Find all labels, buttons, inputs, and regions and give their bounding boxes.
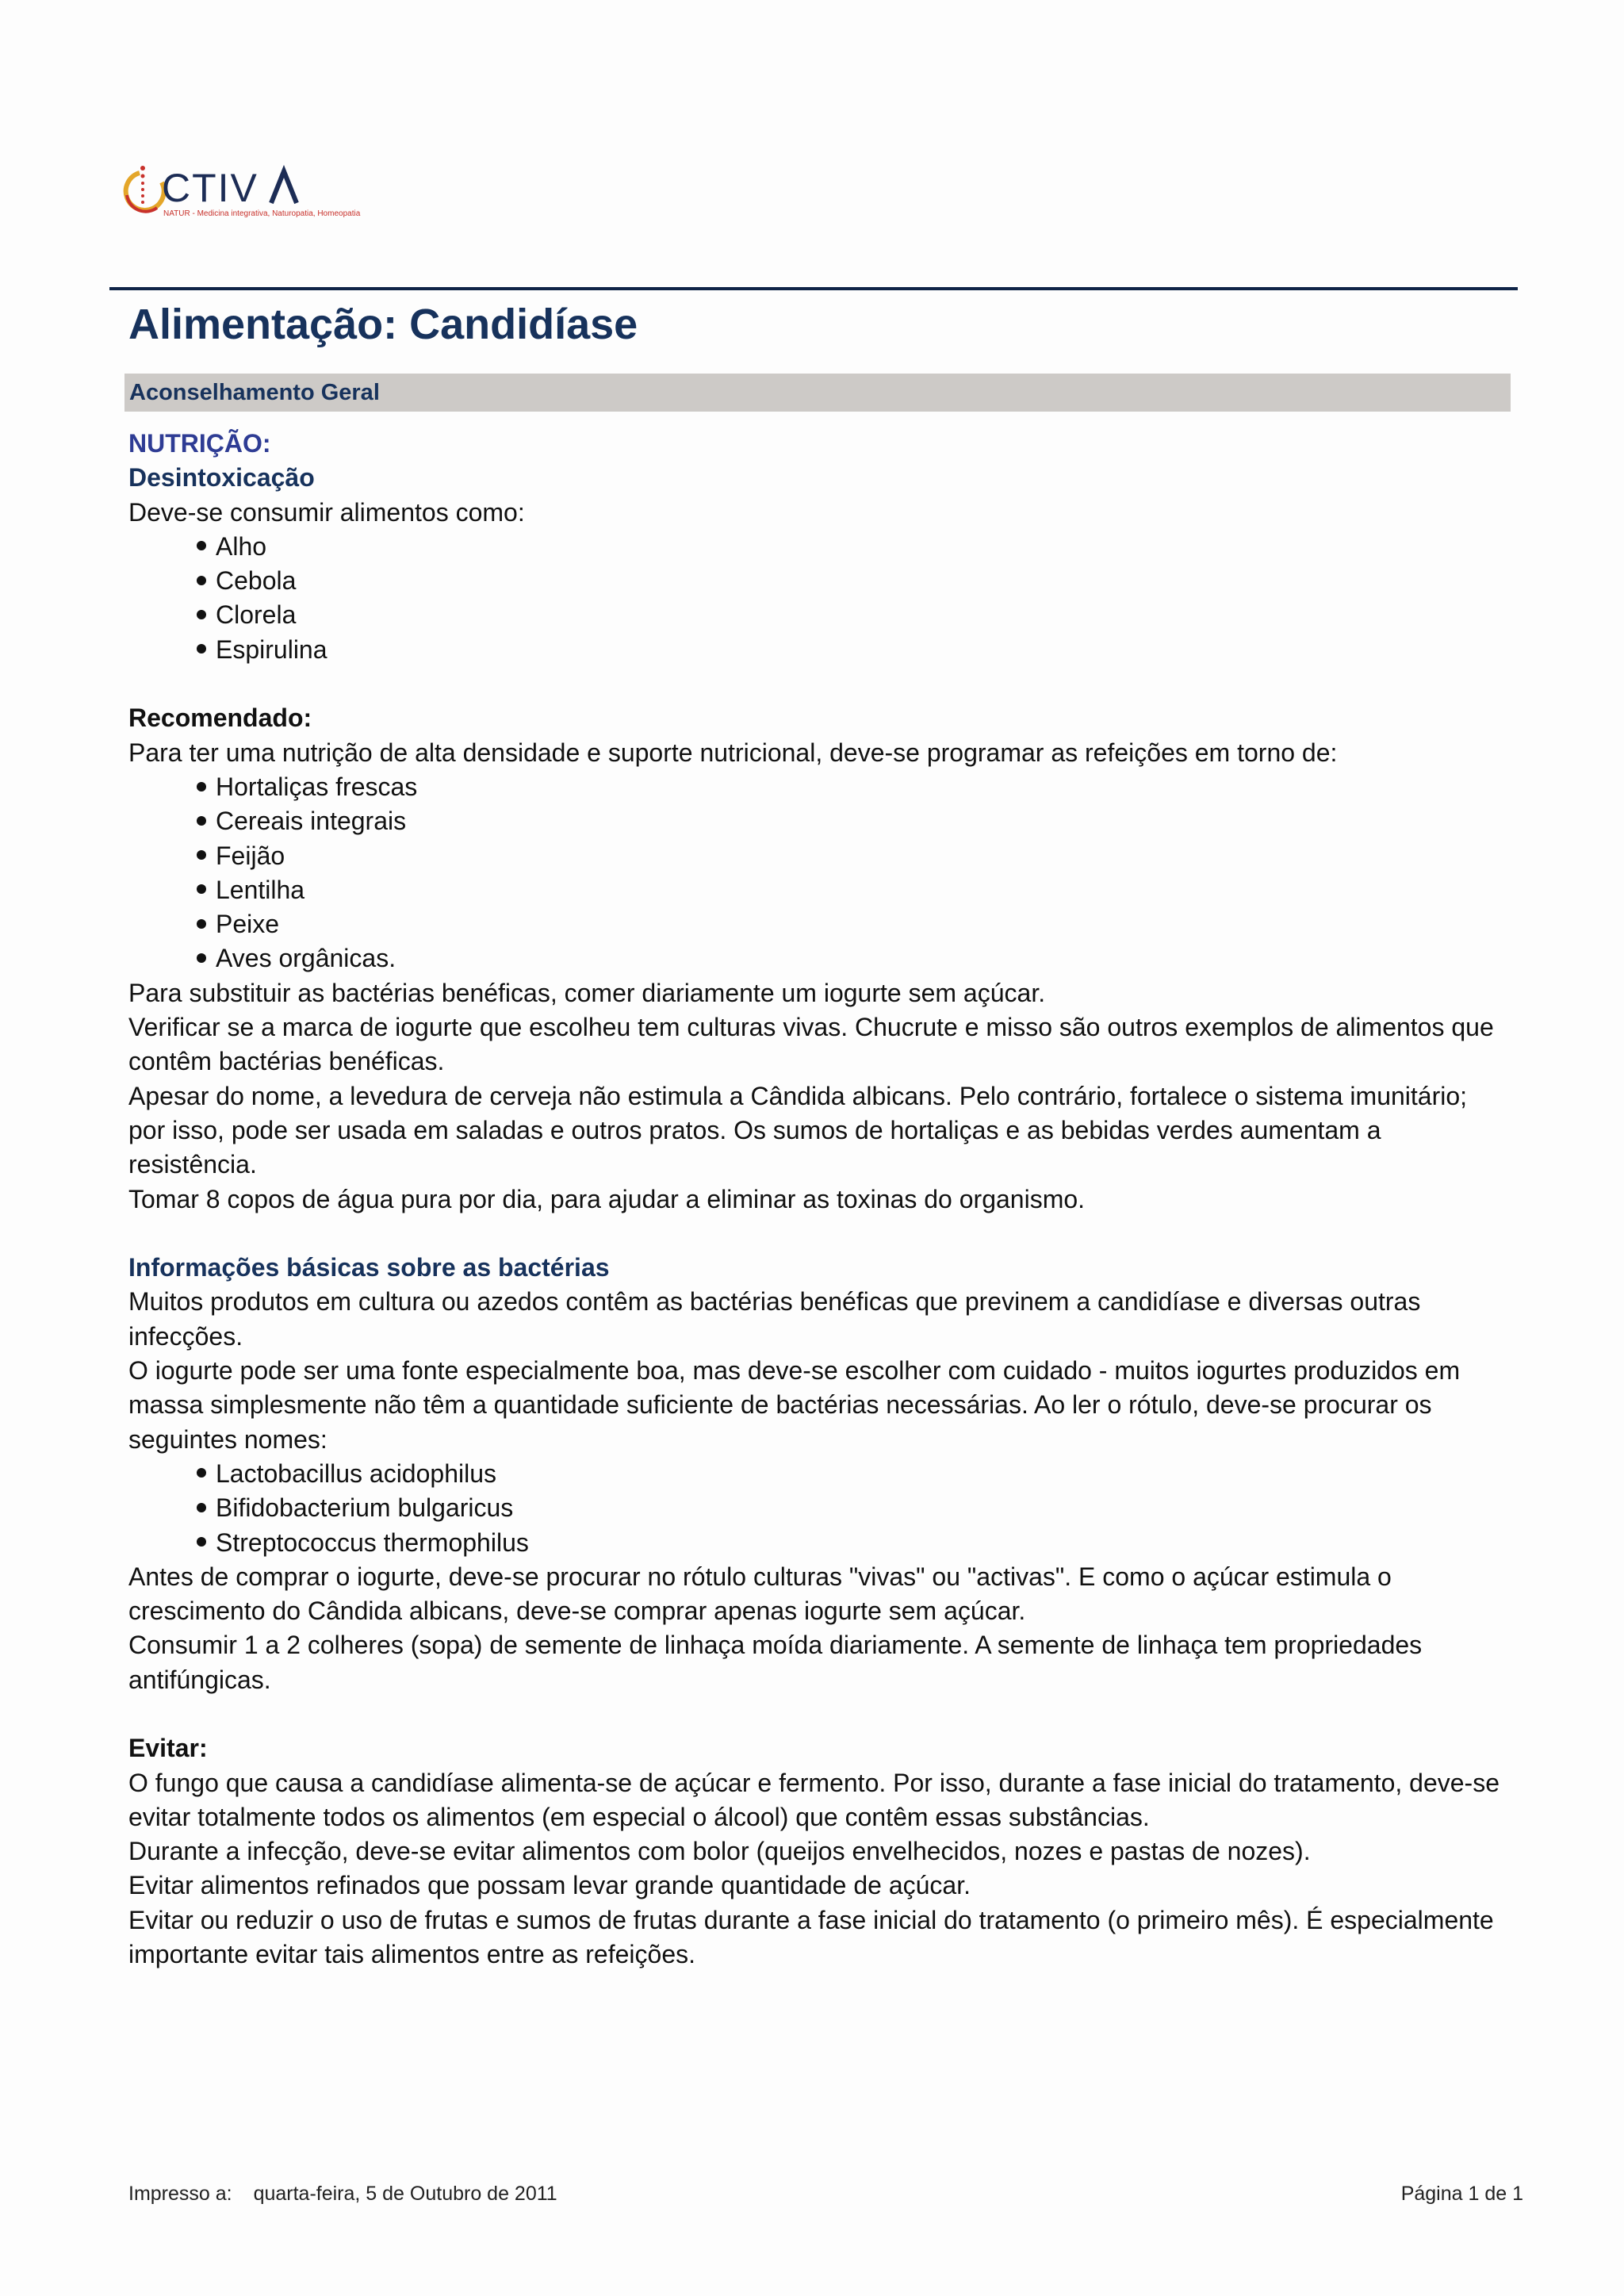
nutricao-heading: NUTRIÇÃO:: [128, 429, 271, 458]
desintox-list: [128, 530, 1508, 667]
octiva-logo: [116, 159, 361, 222]
bullet-icon: [197, 1503, 206, 1512]
list-item: Lentilha: [197, 873, 1508, 907]
bullet-icon: [197, 816, 206, 826]
svg-text:NATUR - Medicina integrativa,: NATUR - Medicina integrativa, Naturopatia, Homeopatia: [163, 209, 361, 218]
paragraph: Evitar alimentos refinados que possam levar grande quantidade de açúcar.: [128, 1871, 971, 1900]
list-item: Bifidobacterium bulgaricus: [197, 1491, 1508, 1525]
bullet-icon: [197, 850, 206, 860]
section-bar-label: Aconselhamento Geral: [129, 380, 380, 405]
footer-printed-label: Impresso a:: [128, 2183, 232, 2205]
paragraph: Apesar do nome, a levedura de cerveja não estimula a Cândida albicans. Pelo contrário, fortalece o sistema imunitário; por isso, pode ser usada em saladas e outros pratos. Os sumos de hortaliças e as bebidas verdes aumentam a resistência.: [128, 1081, 1468, 1179]
bullet-icon: [197, 953, 206, 963]
page-title: Alimentação: Candidíase: [128, 301, 638, 348]
bullet-icon: [197, 782, 206, 792]
header-rule: [109, 287, 1518, 290]
svg-text:CTIV: CTIV: [162, 166, 259, 210]
paragraph: Evitar ou reduzir o uso de frutas e sumos de frutas durante a fase inicial do tratamento (o primeiro mês). É especialmente importante evitar tais alimentos entre as refeições.: [128, 1905, 1494, 1969]
document-body: [128, 427, 1508, 1972]
footer-printed: [128, 2183, 557, 2206]
list-item: Streptococcus thermophilus: [197, 1526, 1508, 1560]
bullet-icon: [197, 1468, 206, 1478]
bullet-icon: [197, 576, 206, 585]
list-item: Peixe: [197, 907, 1508, 941]
desintox-intro: Deve-se consumir alimentos como:: [128, 497, 525, 527]
recomendado-heading: Recomendado:: [128, 703, 312, 733]
bullet-icon: [197, 644, 206, 654]
logo-ring-icon: [126, 166, 164, 212]
bullet-icon: [197, 610, 206, 619]
section-bar: [124, 374, 1511, 412]
recomendado-intro: Para ter uma nutrição de alta densidade e suporte nutricional, deve-se programar as refeições em torno de:: [128, 738, 1338, 767]
bullet-icon: [197, 1537, 206, 1547]
list-item: Clorela: [197, 598, 1508, 632]
footer-page-number: Página 1 de 1: [1400, 2183, 1523, 2205]
paragraph: Verificar se a marca de iogurte que escolheu tem culturas vivas. Chucrute e misso são outros exemplos de alimentos que contêm bactérias benéficas.: [128, 1013, 1494, 1076]
paragraph: Durante a infecção, deve-se evitar alimentos com bolor (queijos envelhecidos, nozes e pastas de nozes).: [128, 1837, 1311, 1866]
list-item: Cereais integrais: [197, 804, 1508, 838]
list-item: Alho: [197, 530, 1508, 564]
paragraph: Para substituir as bactérias benéficas, comer diariamente um iogurte sem açúcar.: [128, 978, 1046, 1007]
list-item: Aves orgânicas.: [197, 941, 1508, 976]
bullet-icon: [197, 884, 206, 894]
list-item: Cebola: [197, 564, 1508, 598]
paragraph: Muitos produtos em cultura ou azedos contêm as bactérias benéficas que previnem a candidíase e diversas outras infecções.: [128, 1287, 1421, 1351]
paragraph: Tomar 8 copos de água pura por dia, para ajudar a eliminar as toxinas do organismo.: [128, 1184, 1086, 1213]
footer-printed-date: quarta-feira, 5 de Outubro de 2011: [253, 2183, 557, 2205]
paragraph: O iogurte pode ser uma fonte especialmente boa, mas deve-se escolher com cuidado - muitos iogurtes produzidos em massa simplesmente não têm a quantidade suficiente de bactérias necessárias. Ao ler o rótulo, deve-se procurar os seguintes nomes:: [128, 1356, 1461, 1454]
list-item: Lactobacillus acidophilus: [197, 1457, 1508, 1491]
desintox-heading: Desintoxicação: [128, 463, 315, 493]
bacterias-heading: Informações básicas sobre as bactérias: [128, 1253, 610, 1282]
bacterias-list: [128, 1457, 1508, 1560]
recomendado-list: [128, 770, 1508, 976]
list-item: Espirulina: [197, 633, 1508, 667]
list-item: Feijão: [197, 839, 1508, 873]
paragraph: Antes de comprar o iogurte, deve-se procurar no rótulo culturas "vivas" ou "activas". E como o açúcar estimula o crescimento do Cândida albicans, deve-se comprar apenas iogurte sem açúcar.: [128, 1562, 1392, 1626]
evitar-heading: Evitar:: [128, 1734, 208, 1763]
paragraph: Consumir 1 a 2 colheres (sopa) de semente de linhaça moída diariamente. A semente de linhaça tem propriedades antifúngicas.: [128, 1631, 1423, 1694]
bullet-icon: [197, 541, 206, 550]
paragraph: O fungo que causa a candidíase alimenta-se de açúcar e fermento. Por isso, durante a fase inicial do tratamento, deve-se evitar totalmente todos os alimentos (em especial o álcool) que contêm essas substâncias.: [128, 1768, 1500, 1831]
bullet-icon: [197, 919, 206, 929]
list-item: Hortaliças frescas: [197, 770, 1508, 804]
